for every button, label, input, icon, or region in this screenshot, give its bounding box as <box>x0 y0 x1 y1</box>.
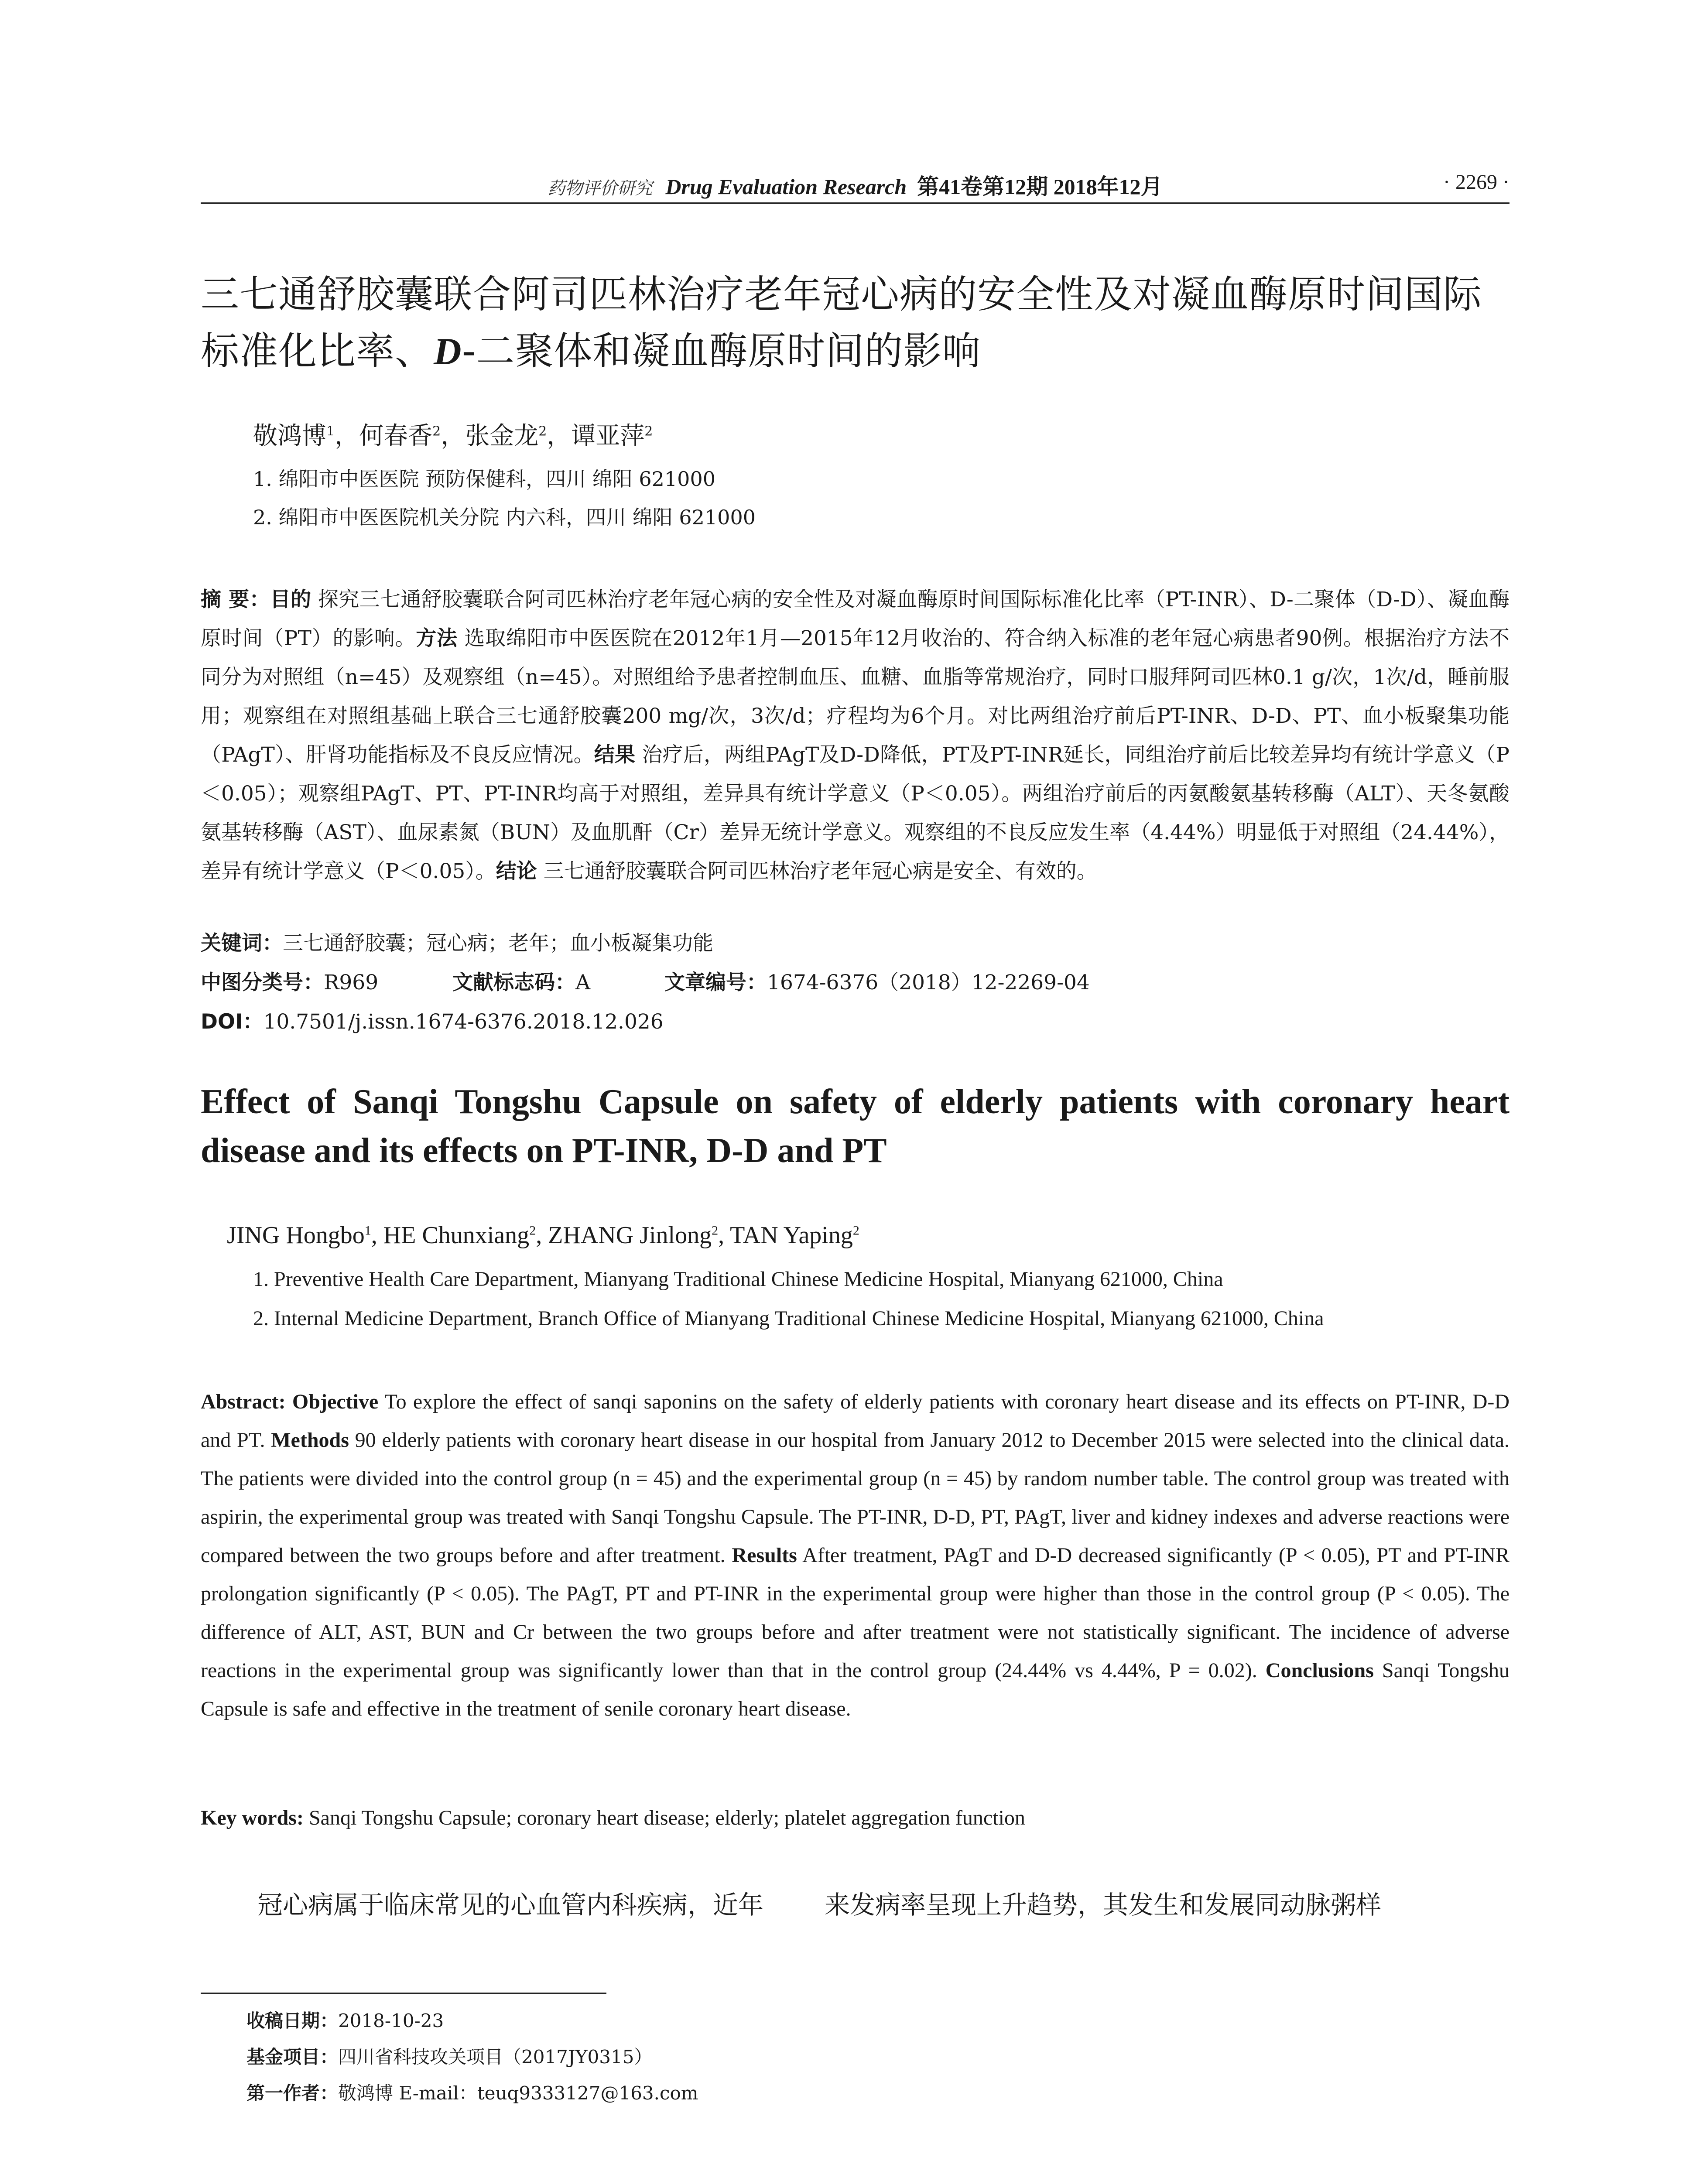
title-cn <box>201 266 1509 380</box>
methods-en-label: Methods <box>271 1429 349 1452</box>
results-en-label: Results <box>732 1544 797 1567</box>
footnote-label: 第一作者： <box>246 2082 339 2104</box>
body-text-start <box>257 1884 1509 1921</box>
author-cn: 谭亚萍 <box>571 422 645 450</box>
authors-en: JING Hongbo$^1$, HE Chunxiang$^2$, ZHANG Jinlong$^2$, TAN Yaping$^2$ <box>227 1222 859 1249</box>
author-cn: 张金龙 <box>465 422 539 450</box>
classification-line <box>201 966 1164 995</box>
affiliation-cn: 2. 绵阳市中医医院机关分院 内六科，四川 绵阳 621000 <box>253 506 756 529</box>
author-en: ZHANG Jinlong <box>548 1222 712 1249</box>
keywords-en-value: Sanqi Tongshu Capsule; coronary heart disease; elderly; platelet aggregation function <box>308 1806 1025 1829</box>
footnote-value: 敬鸿博 E-mail：teuq9333127@163.com <box>338 2082 698 2104</box>
doc-code-label: 文献标志码： <box>452 971 576 995</box>
body-col-left: 冠心病属于临床常见的心血管内科疾病，近年 <box>257 1890 764 1920</box>
journal-issue: 第41卷第12期 2018年12月 <box>917 174 1163 199</box>
footnote-rule <box>201 1993 606 1994</box>
results-en-text: After treatment, PAgT and D-D decreased significantly (P < 0.05), PT and PT-INR prolongation significantly (P < 0.05). The PAgT, PT and PT-INR in the experimental group were higher than those in the control group (P < 0.05). The difference of ALT, AST, BUN and Cr between the two groups before and after treatment were not statistically significant. The incidence of adverse reactions in the experimental group was significantly lower than that in the control group (24.44% vs 4.44%, P = 0.02). <box>201 1544 1510 1682</box>
abstract-cn-label: 摘 要： <box>201 588 270 612</box>
affiliation-cn: 1. 绵阳市中医医院 预防保健科，四川 绵阳 621000 <box>253 467 715 491</box>
conclusion-text: 三七通舒胶囊联合阿司匹林治疗老年冠心病是安全、有效的。 <box>543 859 1097 883</box>
title-en: Effect of Sanqi Tongshu Capsule on safety of elderly patients with coronary heart disease and its effects on PT-INR, D-D and PT <box>201 1083 1509 1170</box>
author-cn: 敬鸿博 <box>253 422 326 450</box>
running-header <box>201 169 1509 200</box>
author-sup: 2 <box>644 424 653 439</box>
author-sup: 2 <box>712 1223 719 1238</box>
footnote-value: 四川省科技攻关项目（2017JY0315） <box>338 2046 653 2068</box>
author-sup: 2 <box>538 424 547 439</box>
objective-en-text: To explore the effect of sanqi saponins on the safety of elderly patients with coronary heart disease and its effects on PT-INR, D-D and PT. <box>201 1390 1510 1452</box>
conclusion-label: 结论 <box>496 859 537 883</box>
header-journal <box>201 169 1509 201</box>
conclusions-en-text: Sanqi Tongshu Capsule is safe and effective in the treatment of senile coronary heart disease. <box>201 1659 1509 1720</box>
author-sup: 1 <box>364 1223 371 1238</box>
keywords-en-label: Key words: <box>201 1806 304 1829</box>
keywords-cn <box>201 927 713 956</box>
author-sup: 2 <box>852 1223 859 1238</box>
doi-value: 10.7501/j.issn.1674-6376.2018.12.026 <box>263 1010 664 1034</box>
author-sup: 1 <box>326 424 335 439</box>
conclusions-en-label: Conclusions <box>1265 1659 1374 1682</box>
authors-cn: 敬鸿博$^1$，何春香$^2$，张金龙$^2$，谭亚萍$^2$ <box>253 422 653 450</box>
keywords-en <box>201 1806 1025 1830</box>
title-cn-part1: 三七通舒胶囊联合阿司匹林治疗老年冠心病的安全性及对凝血酶原时间国际标准化比率、 <box>201 272 1482 373</box>
methods-label: 方法 <box>416 626 458 650</box>
doi-label: DOI： <box>201 1010 264 1034</box>
footnote-fund <box>246 2043 652 2069</box>
objective-label: 目的 <box>270 588 311 612</box>
doc-code-value: A <box>575 971 591 995</box>
author-en: JING Hongbo <box>227 1222 365 1249</box>
clc-label: 中图分类号： <box>201 971 324 995</box>
methods-en-text: 90 elderly patients with coronary heart disease in our hospital from January 2012 to December 2015 were selected into the clinical data. The patients were divided into the control group (n = 45) and the experimental group (n = 45) by random number table. The control group was treated with aspirin, the experimental group was treated with Sanqi Tongshu Capsule. The PT-INR, D-D, PT, PAgT, liver and kidney indexes and adverse reactions were compared between the two groups before and after treatment. <box>201 1429 1510 1567</box>
objective-text: 探究三七通舒胶囊联合阿司匹林治疗老年冠心病的安全性及对凝血酶原时间国际标准化比率（PT-INR）、D-二聚体（D-D）、凝血酶原时间（PT）的影响。 <box>201 588 1509 650</box>
journal-logo: 药物评价研究 <box>548 178 653 198</box>
footnote-value: 2018-10-23 <box>338 2010 444 2031</box>
results-label: 结果 <box>594 743 636 767</box>
objective-en-label: Objective <box>292 1390 379 1413</box>
author-en: HE Chunxiang <box>383 1222 530 1249</box>
journal-name-en: Drug Evaluation Research <box>665 174 907 199</box>
clc-value: R969 <box>324 971 379 995</box>
article-no-label: 文章编号： <box>664 971 767 995</box>
title-cn-italic: D <box>434 331 462 373</box>
author-sup: 2 <box>432 424 441 439</box>
affiliation-en: 1. Preventive Health Care Department, Mianyang Traditional Chinese Medicine Hospital, Mianyang 621000, China <box>253 1268 1223 1291</box>
footnote-author <box>246 2079 698 2105</box>
abstract-cn <box>201 580 1509 891</box>
article-no-value: 1674-6376（2018）12-2269-04 <box>767 971 1090 995</box>
abstract-en <box>201 1383 1509 1728</box>
doi-line <box>201 1005 664 1035</box>
footnote-received <box>246 2007 444 2033</box>
title-cn-part2: -二聚体和凝血酶原时间的影响 <box>462 328 981 373</box>
abstract-en-label: Abstract: <box>201 1390 286 1413</box>
page-number: · 2269 · <box>1443 171 1509 194</box>
footnote-label: 基金项目： <box>246 2046 339 2068</box>
author-sup: 2 <box>529 1223 536 1238</box>
results-text: 治疗后，两组PAgT及D-D降低，PT及PT-INR延长，同组治疗前后比较差异均有统计学意义（P＜0.05）；观察组PAgT、PT、PT-INR均高于对照组，差异具有统计学意义（P＜0.05）。两组治疗前后的丙氨酸氨基转移酶（ALT）、天冬氨酸氨基转移酶（AST）、血尿素氮（BUN）及血肌酐（Cr）差异无统计学意义。观察组的不良反应发生率（4.44%）明显低于对照组（24.44%），差异有统计学意义（P＜0.05）。 <box>201 743 1509 883</box>
author-en: TAN Yaping <box>730 1222 853 1249</box>
author-cn: 何春香 <box>359 422 433 450</box>
footnote-label: 收稿日期： <box>246 2010 339 2031</box>
keywords-cn-label: 关键词： <box>201 931 283 955</box>
methods-text: 选取绵阳市中医医院在2012年1月—2015年12月收治的、符合纳入标准的老年冠心病患者90例。根据治疗方法不同分为对照组（n=45）及观察组（n=45）。对照组给予患者控制血压、血糖、血脂等常规治疗，同时口服拜阿司匹林0.1 g/次，1次/d，睡前服用；观察组在对照组基础上联合三七通舒胶囊200 mg/次，3次/d；疗程均为6个月。对比两组治疗前后PT-INR、D-D、PT、血小板聚集功能（PAgT）、肝肾功能指标及不良反应情况。 <box>201 626 1509 767</box>
body-col-right: 来发病率呈现上升趋势，其发生和发展同动脉粥样 <box>825 1890 1382 1920</box>
keywords-cn-value: 三七通舒胶囊；冠心病；老年；血小板凝集功能 <box>283 931 713 955</box>
affiliation-en: 2. Internal Medicine Department, Branch Office of Mianyang Traditional Chinese Medicine Hospital, Mianyang 621000, China <box>253 1307 1324 1330</box>
header-rule <box>201 202 1509 204</box>
